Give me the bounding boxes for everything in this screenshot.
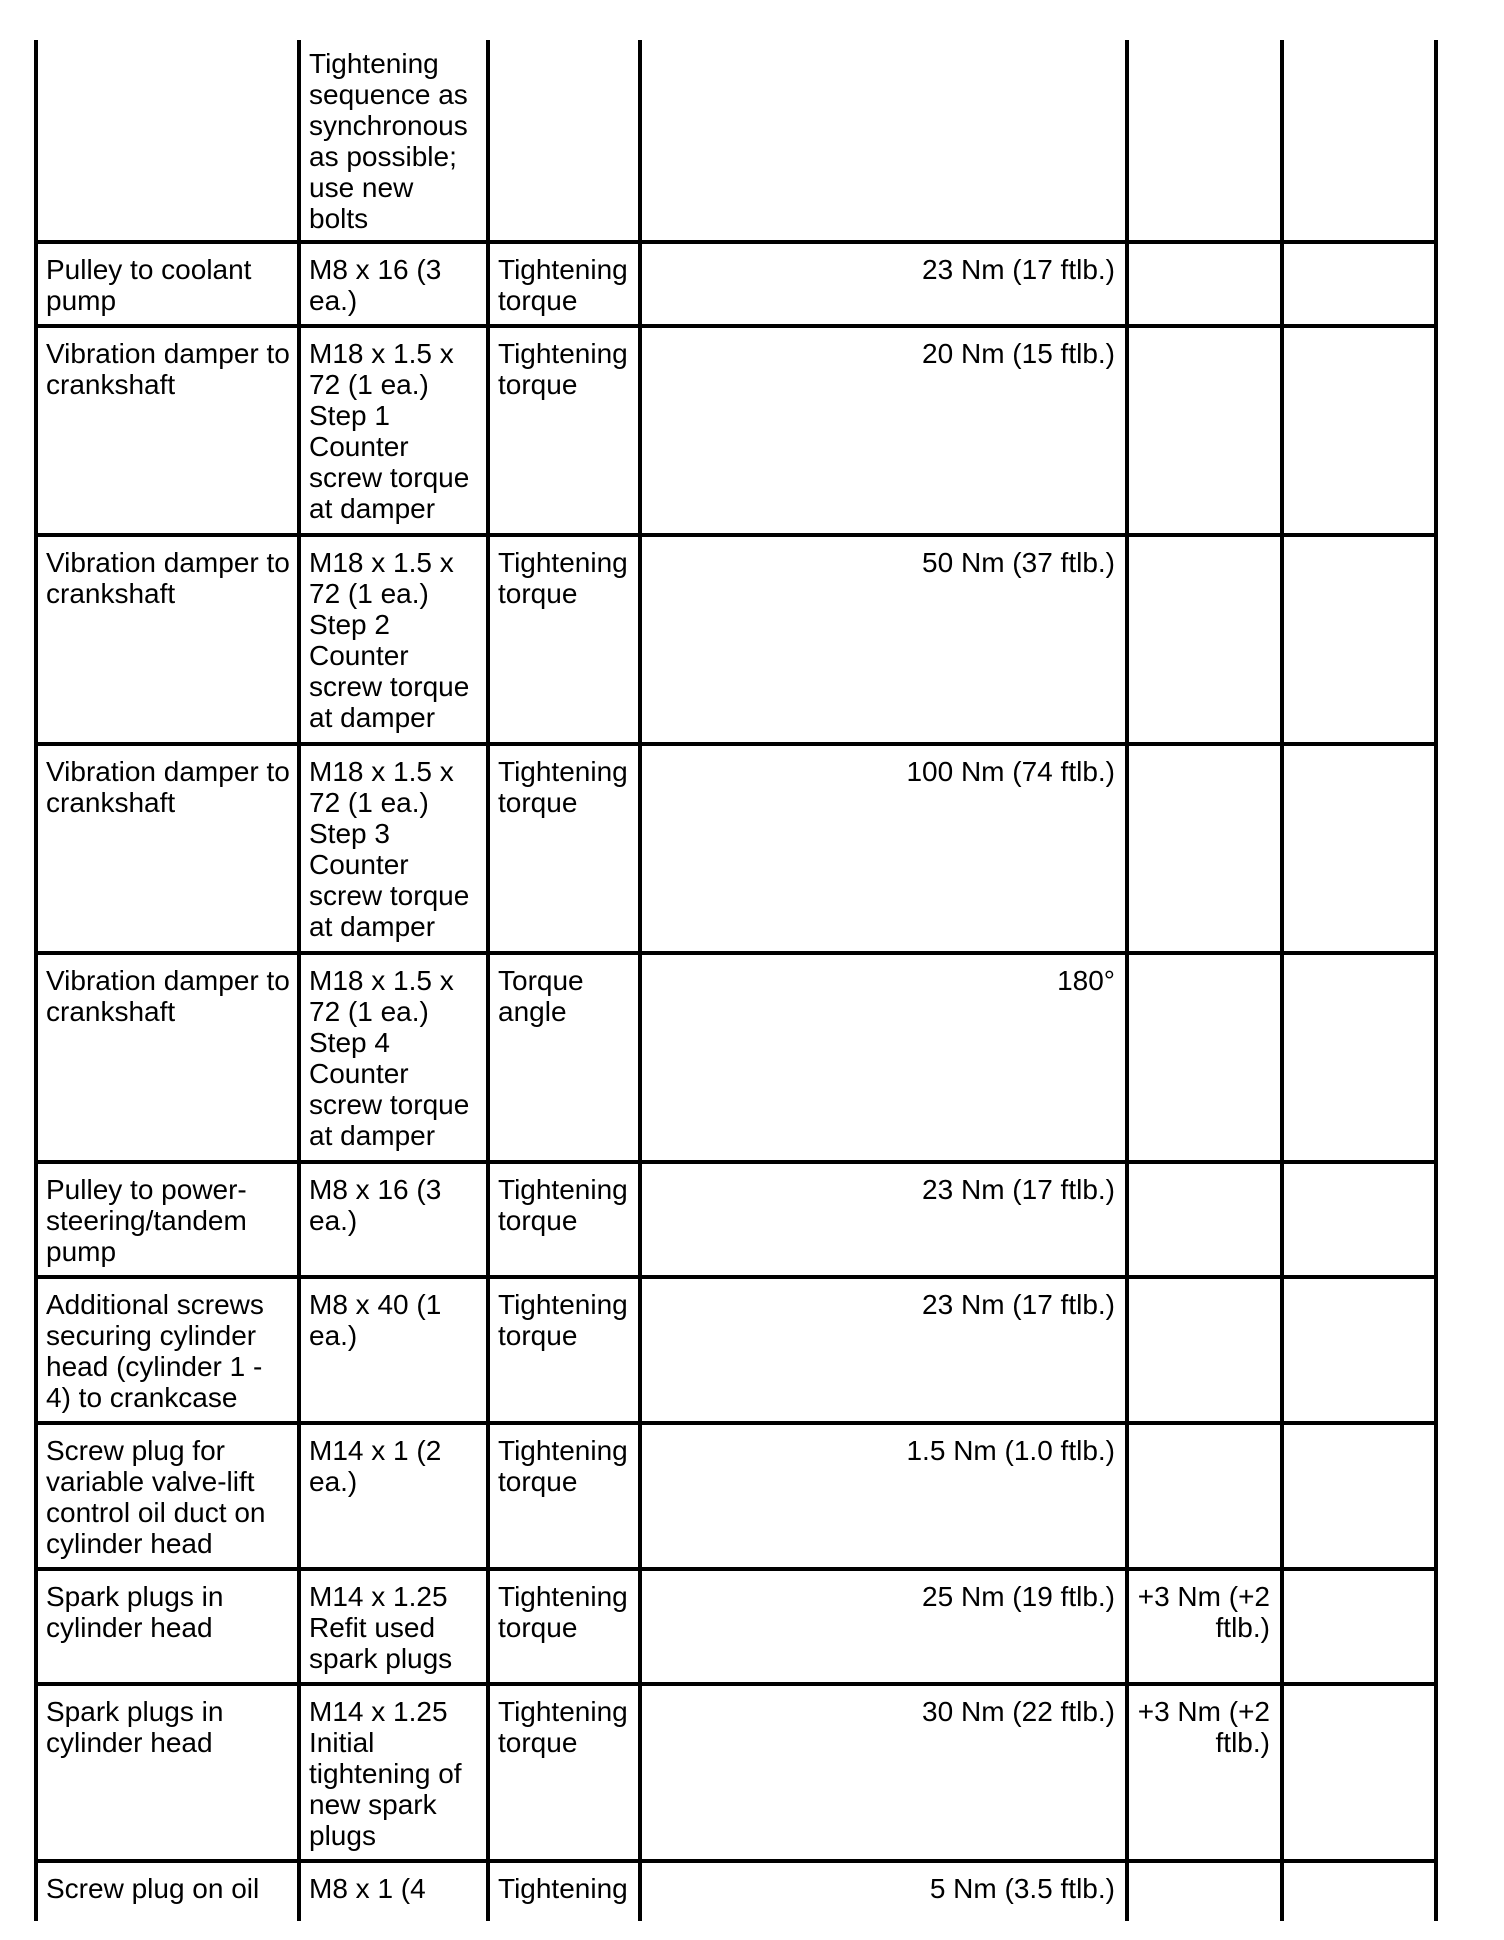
type-cell: Tightening torque [488, 1684, 640, 1861]
type-cell: Tightening torque [488, 326, 640, 535]
component-cell: Spark plugs in cylinder head [36, 1684, 299, 1861]
value-cell: 180° [640, 953, 1127, 1162]
note-cell [1282, 1423, 1436, 1569]
table-row [36, 242, 1436, 326]
table-row [36, 326, 1436, 535]
type-cell: Tightening torque [488, 1569, 640, 1684]
table-row [36, 953, 1436, 1162]
value-cell: 23 Nm (17 ftlb.) [640, 242, 1127, 326]
component-cell: Vibration damper to crankshaft [36, 535, 299, 744]
tolerance-cell [1127, 1861, 1282, 1921]
component-cell: Vibration damper to crankshaft [36, 326, 299, 535]
type-cell: Tightening torque [488, 1423, 640, 1569]
value-cell: 30 Nm (22 ftlb.) [640, 1684, 1127, 1861]
tolerance-cell: +3 Nm (+2 ftlb.) [1127, 1569, 1282, 1684]
component-cell: Screw plug for variable valve-lift control oil duct on cylinder head [36, 1423, 299, 1569]
table-row [36, 1162, 1436, 1277]
specification-cell: M14 x 1.25 Refit used spark plugs [299, 1569, 488, 1684]
specification-cell: M8 x 40 (1 ea.) [299, 1277, 488, 1423]
value-cell: 5 Nm (3.5 ftlb.) [640, 1861, 1127, 1921]
tolerance-cell [1127, 1162, 1282, 1277]
table-row [36, 1684, 1436, 1861]
specification-cell: M18 x 1.5 x 72 (1 ea.) Step 4 Counter screw torque at damper [299, 953, 488, 1162]
note-cell [1282, 1684, 1436, 1861]
value-cell: 20 Nm (15 ftlb.) [640, 326, 1127, 535]
tolerance-cell [1127, 535, 1282, 744]
table-row [36, 1569, 1436, 1684]
type-cell: Tightening torque [488, 1162, 640, 1277]
table-row [36, 40, 1436, 242]
table-row [36, 1861, 1436, 1921]
note-cell [1282, 535, 1436, 744]
tolerance-cell [1127, 326, 1282, 535]
note-cell [1282, 1162, 1436, 1277]
value-cell: 1.5 Nm (1.0 ftlb.) [640, 1423, 1127, 1569]
specification-cell: M18 x 1.5 x 72 (1 ea.) Step 2 Counter screw torque at damper [299, 535, 488, 744]
specification-cell: M18 x 1.5 x 72 (1 ea.) Step 3 Counter screw torque at damper [299, 744, 488, 953]
specification-cell: M8 x 1 (4 [299, 1861, 488, 1921]
note-cell [1282, 242, 1436, 326]
type-cell: Tightening torque [488, 1277, 640, 1423]
component-cell: Vibration damper to crankshaft [36, 953, 299, 1162]
note-cell [1282, 744, 1436, 953]
component-cell: Pulley to power-steering/tandem pump [36, 1162, 299, 1277]
table-row [36, 1423, 1436, 1569]
component-cell: Screw plug on oil [36, 1861, 299, 1921]
torque-spec-table [34, 40, 1438, 1921]
tolerance-cell [1127, 242, 1282, 326]
type-cell: Torque angle [488, 953, 640, 1162]
value-cell: 100 Nm (74 ftlb.) [640, 744, 1127, 953]
tolerance-cell [1127, 744, 1282, 953]
type-cell: Tightening torque [488, 744, 640, 953]
value-cell [640, 40, 1127, 242]
specification-cell: M8 x 16 (3 ea.) [299, 1162, 488, 1277]
table-row [36, 744, 1436, 953]
type-cell: Tightening torque [488, 242, 640, 326]
note-cell [1282, 40, 1436, 242]
table-row [36, 535, 1436, 744]
note-cell [1282, 1861, 1436, 1921]
component-cell [36, 40, 299, 242]
component-cell: Spark plugs in cylinder head [36, 1569, 299, 1684]
tolerance-cell [1127, 1277, 1282, 1423]
note-cell [1282, 953, 1436, 1162]
tolerance-cell [1127, 40, 1282, 242]
value-cell: 23 Nm (17 ftlb.) [640, 1162, 1127, 1277]
type-cell: Tightening torque [488, 535, 640, 744]
table-row [36, 1277, 1436, 1423]
value-cell: 25 Nm (19 ftlb.) [640, 1569, 1127, 1684]
note-cell [1282, 1277, 1436, 1423]
specification-cell: M14 x 1 (2 ea.) [299, 1423, 488, 1569]
value-cell: 23 Nm (17 ftlb.) [640, 1277, 1127, 1423]
note-cell [1282, 1569, 1436, 1684]
tolerance-cell: +3 Nm (+2 ftlb.) [1127, 1684, 1282, 1861]
note-cell [1282, 326, 1436, 535]
specification-cell: M18 x 1.5 x 72 (1 ea.) Step 1 Counter screw torque at damper [299, 326, 488, 535]
specification-cell: M8 x 16 (3 ea.) [299, 242, 488, 326]
specification-cell: Tightening sequence as synchronous as possible; use new bolts [299, 40, 488, 242]
type-cell: Tightening [488, 1861, 640, 1921]
component-cell: Pulley to coolant pump [36, 242, 299, 326]
component-cell: Vibration damper to crankshaft [36, 744, 299, 953]
component-cell: Additional screws securing cylinder head (cylinder 1 - 4) to crankcase [36, 1277, 299, 1423]
type-cell [488, 40, 640, 242]
value-cell: 50 Nm (37 ftlb.) [640, 535, 1127, 744]
specification-cell: M14 x 1.25 Initial tightening of new spark plugs [299, 1684, 488, 1861]
tolerance-cell [1127, 953, 1282, 1162]
tolerance-cell [1127, 1423, 1282, 1569]
